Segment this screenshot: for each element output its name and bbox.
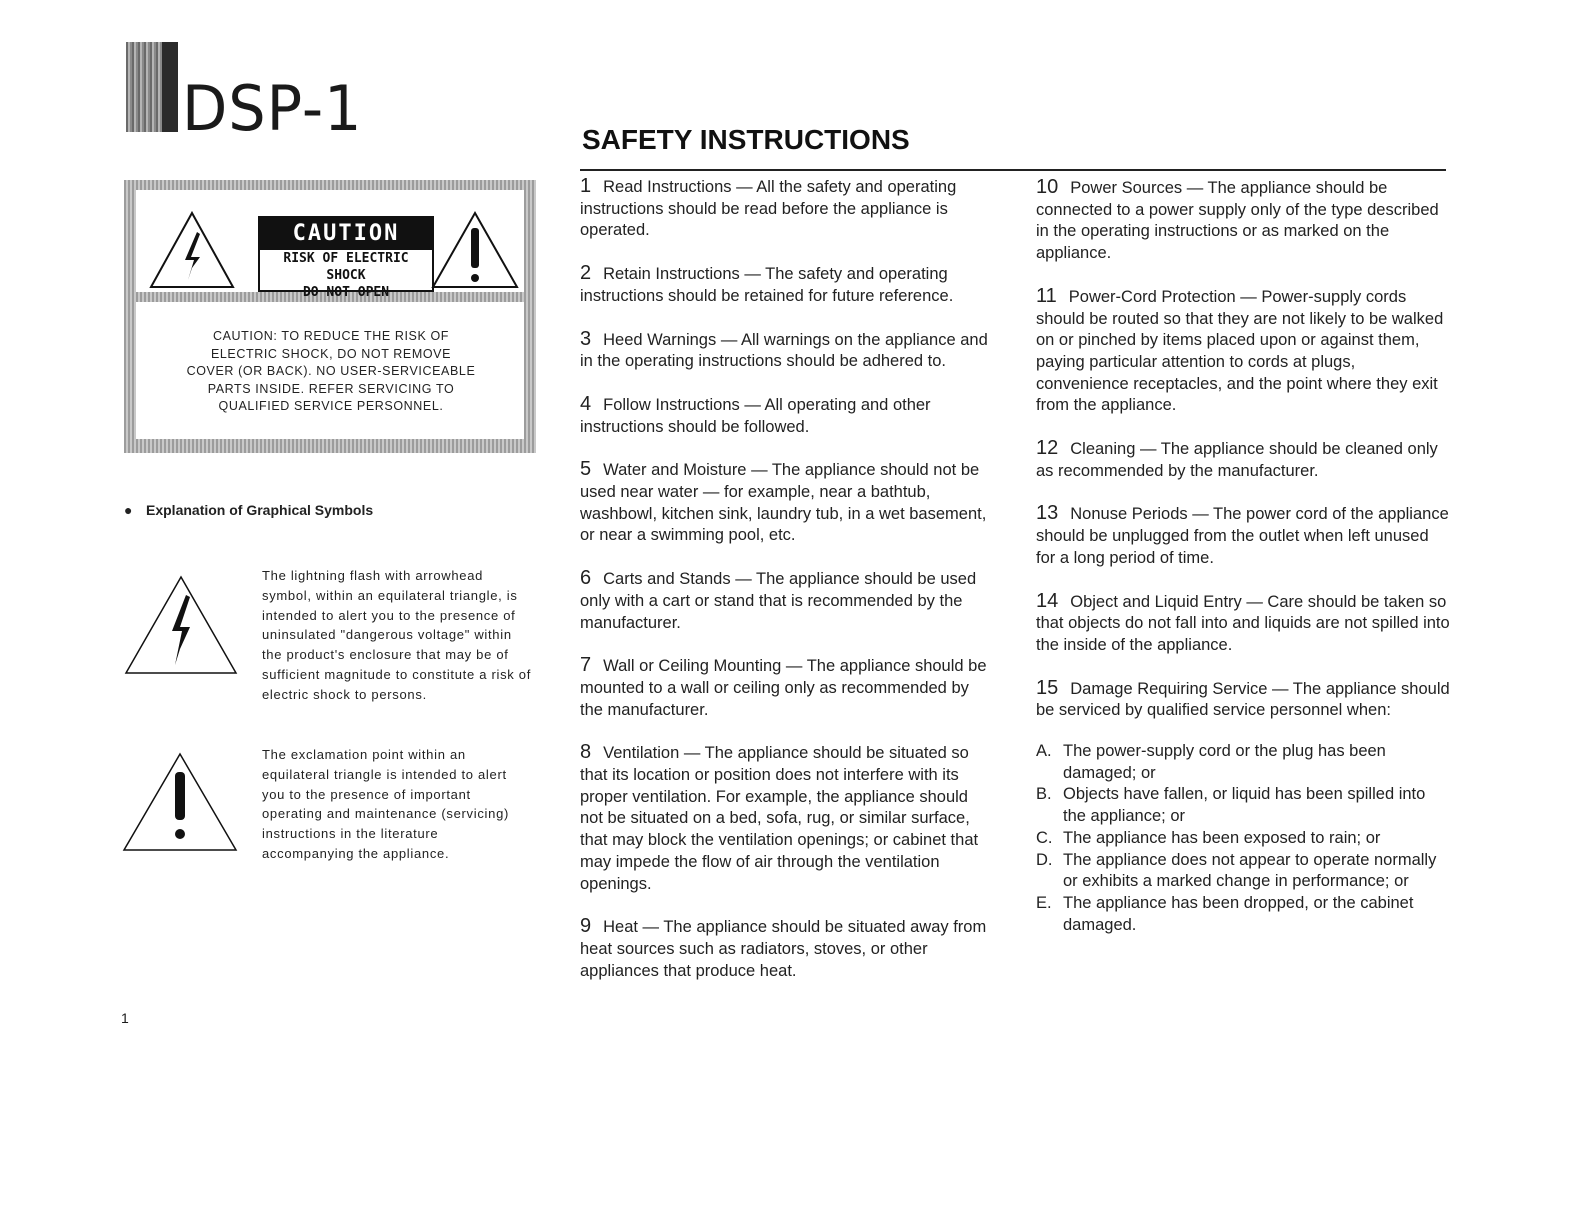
list-item-text: The appliance does not appear to operate normally or exhibits a marked change in performance; or [1063,850,1437,891]
instruction-number: 14 [1036,589,1059,612]
instruction-item [580,568,995,634]
list-item [1036,893,1451,936]
instruction-number: 2 [580,262,592,285]
instruction-text: Cleaning — The appliance should be cleaned only as recommended by the manufacturer. [1036,440,1438,480]
caution-body-line: QUALIFIED SERVICE PERSONNEL. [218,399,444,413]
caution-body-line: CAUTION: TO REDUCE THE RISK OF [212,329,450,343]
list-item [1036,850,1451,893]
instructions-column-left [580,176,995,1003]
lightning-explanation: The lightning flash with arrowhead symbol, within an equilateral triangle, is intended to alert you to the presence of uninsulated "dangerous voltage" within the product's enclosure that may be of sufficient magnitude to constitute a risk of electric shock to persons. [262,568,532,702]
explanation-heading-text: Explanation of Graphical Symbols [146,502,374,518]
page-number: 1 [121,1010,129,1026]
instruction-item [580,655,995,721]
instruction-item [580,742,995,895]
instruction-item [580,329,995,373]
instruction-item [1036,591,1451,657]
instruction-number: 7 [580,654,592,677]
instruction-text: Retain Instructions — The safety and operating instructions should be retained for future reference. [580,265,954,305]
list-item-letter: E. [1036,893,1052,912]
instruction-number: 3 [580,327,592,350]
instruction-item [1036,503,1451,569]
instruction-item [580,176,995,242]
list-item-text: The appliance has been exposed to rain; or [1063,828,1381,847]
instruction-text: Wall or Ceiling Mounting — The appliance should be mounted to a wall or ceiling only as recommended by the manufacturer. [580,657,987,719]
instruction-item [1036,177,1451,265]
instruction-item [580,394,995,438]
exclamation-symbol-icon [122,752,238,852]
caution-body-line: ELECTRIC SHOCK, DO NOT REMOVE [210,346,452,361]
instruction-number: 1 [580,175,592,197]
instruction-item [1036,438,1451,482]
list-item [1036,828,1451,850]
instruction-number: 11 [1036,284,1057,307]
exclamation-explanation: The exclamation point within an equilateral triangle is intended to alert you to the presence of important operating and maintenance (servicing) instructions in the literature accompanying the appliance. [262,747,510,861]
instruction-number: 8 [580,741,592,764]
instruction-item [580,263,995,307]
instruction-text: Follow Instructions — All operating and other instructions should be followed. [580,395,931,436]
instruction-text: Damage Requiring Service — The appliance should be serviced by qualified service personnel when: [1036,679,1450,720]
title-divider [580,169,1446,171]
caution-line-1: RISK OF ELECTRIC SHOCK [283,251,409,283]
lightning-warning-icon [148,210,236,290]
instruction-number: 13 [1036,502,1059,525]
instruction-item [1036,678,1451,722]
instruction-number: 12 [1036,437,1059,460]
caution-label-area [136,190,524,300]
list-item-letter: A. [1036,742,1052,761]
caution-body-line: PARTS INSIDE. REFER SERVICING TO [207,381,455,396]
service-conditions-list [1036,741,1451,936]
instruction-item [580,459,995,547]
explanation-heading [124,502,373,518]
list-item [1036,784,1451,827]
instruction-text: Heat — The appliance should be situated away from heat sources such as radiators, stoves, or other appliances that produce heat. [580,918,987,980]
list-item-letter: D. [1036,850,1053,869]
instruction-number: 15 [1036,676,1059,699]
caution-label [258,216,434,300]
instruction-number: 5 [580,458,592,481]
instruction-number: 10 [1036,176,1059,198]
caution-separator [136,292,524,302]
caution-body-line: COVER (OR BACK). NO USER-SERVICEABLE [186,364,476,378]
list-item-text: Objects have fallen, or liquid has been spilled into the appliance; or [1063,785,1426,826]
logo-text: DSP-1 [182,72,363,145]
exclamation-warning-icon [430,210,520,290]
page-title: SAFETY INSTRUCTIONS [582,124,910,155]
caution-panel [124,180,536,453]
instruction-text: Power-Cord Protection — Power-supply cords should be routed so that they are not likely to be walked on or pinched by items placed upon or against them, paying particular attention to cords at plugs, convenience receptacles, and the point where they exit from the appliance. [1036,287,1444,415]
instruction-text: Ventilation — The appliance should be situated so that its location or position does not interfere with its proper ventilation. For example, the appliance should not be situated on a bed, sofa, rug, or similar surface, that may block the ventilation openings; or cabinet that may impede the flow of air through the ventilation openings. [580,744,979,893]
instruction-text: Carts and Stands — The appliance should be used only with a cart or stand that is recommended by the manufacturer. [580,570,977,632]
lightning-symbol-icon [124,575,238,675]
instruction-number: 6 [580,567,592,590]
instructions-column-right [1036,177,1451,936]
instruction-item [580,916,995,982]
instruction-text: Water and Moisture — The appliance should not be used near water — for example, near a bathtub, washbowl, kitchen sink, laundry tub, in a wet basement, or near a swimming pool, etc. [580,461,987,545]
instruction-text: Heed Warnings — All warnings on the appliance and in the operating instructions should be adhered to. [580,330,988,371]
list-item-letter: C. [1036,828,1053,847]
instruction-text: Power Sources — The appliance should be connected to a power supply only of the type described in the operating instructions or as marked on the appliance. [1036,179,1439,263]
instruction-number: 4 [580,392,592,415]
instruction-number: 9 [580,915,592,938]
list-item [1036,741,1451,784]
caution-body [156,328,506,416]
instruction-text: Object and Liquid Entry — Care should be taken so that objects do not fall into and liquids are not spilled into the inside of the appliance. [1036,592,1450,654]
instruction-item [1036,286,1451,417]
list-item-text: The appliance has been dropped, or the cabinet damaged. [1063,893,1414,934]
caution-text-area [136,302,524,439]
product-logo [126,42,426,145]
list-item-text: The power-supply cord or the plug has been damaged; or [1063,742,1386,782]
list-item-letter: B. [1036,785,1052,804]
instruction-text: Nonuse Periods — The power cord of the appliance should be unplugged from the outlet when left unused for a long period of time. [1036,505,1449,567]
instruction-text: Read Instructions — All the safety and operating instructions should be read before the appliance is operated. [580,178,957,240]
caution-heading: CAUTION [260,218,432,250]
caution-line-2: DO NOT OPEN [302,285,390,300]
bullet-icon: ● [124,502,133,518]
logo-bar-graphic [126,42,178,132]
